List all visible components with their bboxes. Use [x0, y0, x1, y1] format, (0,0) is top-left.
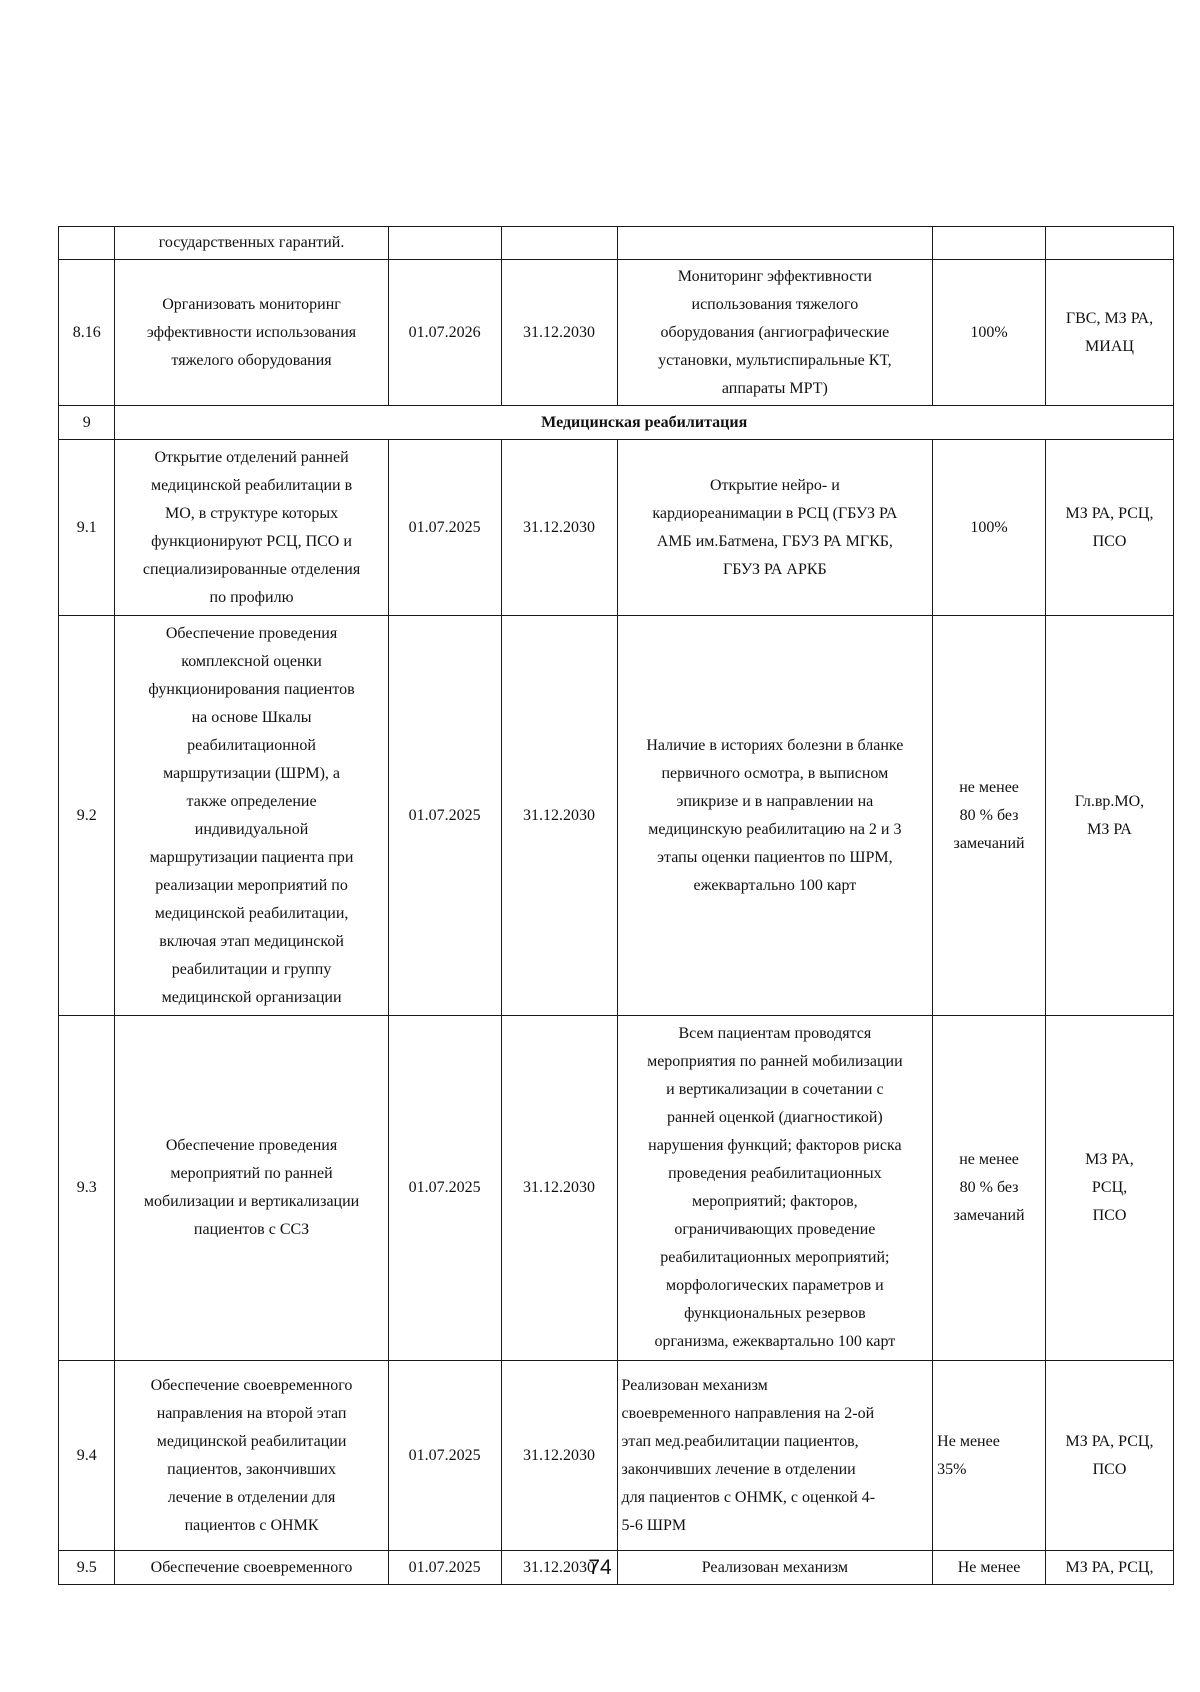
- row-number-cell: [59, 227, 115, 260]
- result-cell: Наличие в историях болезни в бланке первичного осмотра, в выписном эпикризе и в направлении на медицинскую реабилитацию на 2 и 3 этапы оценки пациентов по ШРМ, ежеквартально 100 карт: [617, 616, 933, 1016]
- responsible-cell: ГВС, МЗ РА, МИАЦ: [1045, 260, 1173, 406]
- start-date-cell: 01.07.2025: [388, 1016, 501, 1361]
- end-date-cell: 31.12.2030: [501, 1361, 617, 1551]
- action-cell: Обеспечение проведения мероприятий по ранней мобилизации и вертикализации пациентов с ССЗ: [115, 1016, 388, 1361]
- table-row-9-3: [59, 1016, 1174, 1361]
- responsible-cell: [1045, 227, 1173, 260]
- row-number-cell: 9.1: [59, 440, 115, 616]
- end-date-cell: [501, 227, 617, 260]
- end-date-cell: 31.12.2030: [501, 440, 617, 616]
- table-row-continuation: [59, 227, 1174, 260]
- section-number-cell: 9: [59, 406, 115, 440]
- start-date-cell: 01.07.2025: [388, 1361, 501, 1551]
- result-cell: Открытие нейро- и кардиореанимации в РСЦ (ГБУЗ РА АМБ им.Батмена, ГБУЗ РА МГКБ, ГБУЗ РА АРКБ: [617, 440, 933, 616]
- responsible-cell: МЗ РА, РСЦ, ПСО: [1045, 440, 1173, 616]
- start-date-cell: 01.07.2026: [388, 260, 501, 406]
- target-cell: 100%: [933, 260, 1046, 406]
- target-cell: не менее 80 % без замечаний: [933, 1016, 1046, 1361]
- result-cell: Всем пациентам проводятся мероприятия по ранней мобилизации и вертикализации в сочетании с ранней оценкой (диагностикой) нарушения функций; факторов риска проведения реабилитационных мероприятий; факторов, ограничивающих проведение реабилитационных мероприятий; морфологических параметров и функциональных резервов организма, ежеквартально 100 карт: [617, 1016, 933, 1361]
- table-row-9-1: [59, 440, 1174, 616]
- action-cell: Обеспечение проведения комплексной оценки функционирования пациентов на основе Шкалы реабилитационной маршрутизации (ШРМ), а также определение индивидуальной маршрутизации пациента при реализации мероприятий по медицинской реабилитации, включая этап медицинской реабилитации и группу медицинской организации: [115, 616, 388, 1016]
- end-date-cell: 31.12.2030: [501, 616, 617, 1016]
- row-number-cell: 8.16: [59, 260, 115, 406]
- target-cell: Не менее 35%: [933, 1361, 1046, 1551]
- target-cell: не менее 80 % без замечаний: [933, 616, 1046, 1016]
- responsible-cell: МЗ РА, РСЦ, ПСО: [1045, 1016, 1173, 1361]
- row-number-cell: 9.3: [59, 1016, 115, 1361]
- responsible-cell: МЗ РА, РСЦ, ПСО: [1045, 1361, 1173, 1551]
- result-cell: Мониторинг эффективности использования тяжелого оборудования (ангиографические установки, мультиспиральные КТ, аппараты МРТ): [617, 260, 933, 406]
- target-cell: 100%: [933, 440, 1046, 616]
- end-date-cell: 31.12.2030: [501, 1551, 617, 1585]
- action-cell: Организовать мониторинг эффективности использования тяжелого оборудования: [115, 260, 388, 406]
- table-row-8-16: [59, 260, 1174, 406]
- table-row-9-2: [59, 616, 1174, 1016]
- start-date-cell: 01.07.2025: [388, 1551, 501, 1585]
- result-cell: Реализован механизм своевременного направления на 2-ой этап мед.реабилитации пациентов, закончивших лечение в отделении для пациентов с ОНМК, с оценкой 4- 5-6 ШРМ: [617, 1361, 933, 1551]
- row-number-cell: 9.5: [59, 1551, 115, 1585]
- start-date-cell: 01.07.2025: [388, 440, 501, 616]
- target-cell: [933, 227, 1046, 260]
- result-cell: Реализован механизм: [617, 1551, 933, 1585]
- end-date-cell: 31.12.2030: [501, 260, 617, 406]
- result-cell: [617, 227, 933, 260]
- responsible-cell: Гл.вр.МО, МЗ РА: [1045, 616, 1173, 1016]
- action-cell: Обеспечение своевременного направления на второй этап медицинской реабилитации пациентов, закончивших лечение в отделении для пациентов с ОНМК: [115, 1361, 388, 1551]
- row-number-cell: 9.2: [59, 616, 115, 1016]
- responsible-cell: МЗ РА, РСЦ,: [1045, 1551, 1173, 1585]
- page-number: 74: [588, 1556, 612, 1579]
- start-date-cell: [388, 227, 501, 260]
- activity-plan-table: [58, 226, 1174, 1585]
- action-cell: государственных гарантий.: [115, 227, 388, 260]
- table-row-9-4: [59, 1361, 1174, 1551]
- target-cell: Не менее: [933, 1551, 1046, 1585]
- section-title: Медицинская реабилитация: [115, 406, 1174, 440]
- action-cell: Обеспечение своевременного: [115, 1551, 388, 1585]
- start-date-cell: 01.07.2025: [388, 616, 501, 1016]
- action-cell: Открытие отделений ранней медицинской реабилитации в МО, в структуре которых функционируют РСЦ, ПСО и специализированные отделения по профилю: [115, 440, 388, 616]
- row-number-cell: 9.4: [59, 1361, 115, 1551]
- end-date-cell: 31.12.2030: [501, 1016, 617, 1361]
- section-row-9: [59, 406, 1174, 440]
